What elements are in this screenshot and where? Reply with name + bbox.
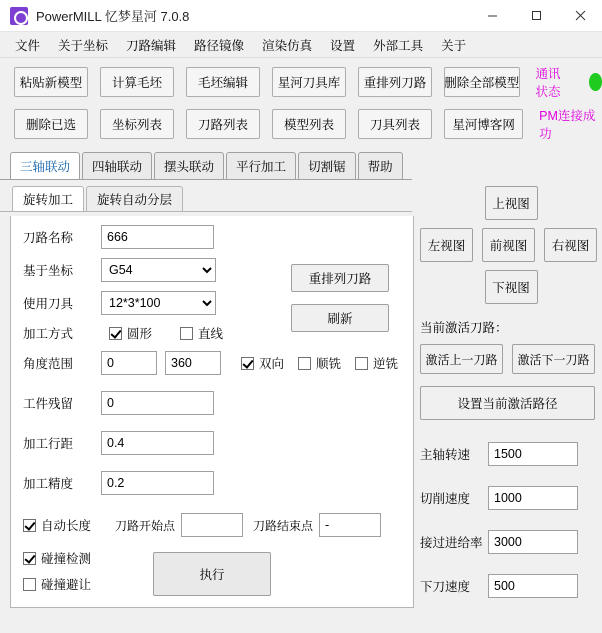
conventional-milling-label: 逆铣 <box>373 357 399 371</box>
activate-next-toolpath-button[interactable]: 激活下一刀路 <box>512 344 595 374</box>
toolpath-name-input[interactable] <box>101 225 214 249</box>
spindle-speed-input[interactable] <box>488 442 578 466</box>
tool-library-button[interactable]: 星河刀具库 <box>272 67 346 97</box>
collision-avoid-checkbox[interactable] <box>23 575 91 593</box>
menu-item-file[interactable]: 文件 <box>15 38 41 53</box>
path-start-label: 刀路开始点 <box>115 518 176 533</box>
paste-new-model-button[interactable]: 粘贴新模型 <box>14 67 88 97</box>
stepover-input[interactable] <box>101 431 214 455</box>
collision-detect-checkbox[interactable] <box>23 549 91 567</box>
residual-input[interactable] <box>101 391 214 415</box>
maximize-icon[interactable] <box>514 0 558 32</box>
plunge-speed-label: 下刀速度 <box>420 580 471 594</box>
right-view-button[interactable]: 右视图 <box>544 228 597 262</box>
mode-line-label: 直线 <box>198 327 224 341</box>
checkbox-box-icon <box>23 519 36 532</box>
checkbox-box-icon <box>109 327 122 340</box>
auto-length-row <box>11 513 413 537</box>
checkbox-box-icon <box>23 578 36 591</box>
checkbox-box-icon <box>241 357 254 370</box>
delete-all-models-button[interactable]: 删除全部模型 <box>444 67 520 97</box>
cutting-speed-label: 切削速度 <box>420 492 471 506</box>
communication-status-label: 通讯状态 <box>535 67 561 99</box>
toolpath-name-row <box>11 225 413 249</box>
auto-length-checkbox[interactable] <box>23 516 91 534</box>
stepover-label: 加工行距 <box>23 437 74 451</box>
window-controls <box>470 0 602 32</box>
collision-avoid-label: 碰撞避让 <box>41 578 92 592</box>
tool-list-button[interactable]: 刀具列表 <box>358 109 432 139</box>
menu-item-external-tools[interactable]: 外部工具 <box>373 38 424 53</box>
subtab-rotary-machining[interactable]: 旋转加工 <box>12 186 84 211</box>
front-view-button[interactable]: 前视图 <box>482 228 535 262</box>
activate-previous-toolpath-button[interactable]: 激活上一刀路 <box>420 344 503 374</box>
reorder-toolpath-button[interactable]: 重排列刀路 <box>291 264 389 292</box>
model-list-button[interactable]: 模型列表 <box>272 109 346 139</box>
window-title: PowerMILL 忆梦星河 7.0.8 <box>36 9 190 24</box>
path-end-label: 刀路结束点 <box>253 518 314 533</box>
active-toolpath-label: 当前激活刀路： <box>420 321 508 335</box>
bidirectional-label: 双向 <box>259 357 285 371</box>
plunge-speed-row <box>420 574 602 598</box>
close-icon[interactable] <box>558 0 602 32</box>
spindle-speed-label: 主轴转速 <box>420 448 471 462</box>
climb-milling-checkbox[interactable] <box>298 354 341 372</box>
mode-circle-checkbox[interactable] <box>109 324 152 342</box>
menu-item-settings[interactable]: 设置 <box>330 38 356 53</box>
tab-4axis[interactable]: 四轴联动 <box>82 152 152 179</box>
residual-row <box>11 391 413 415</box>
path-start-input[interactable] <box>181 513 243 537</box>
feed-rate-row <box>420 530 602 554</box>
status-indicator-dot <box>589 73 602 91</box>
side-views-row <box>420 228 602 262</box>
top-view-button[interactable]: 上视图 <box>485 186 538 220</box>
precision-input[interactable] <box>101 471 214 495</box>
path-end-input[interactable] <box>319 513 381 537</box>
toolbar-row-2 <box>0 100 602 142</box>
climb-milling-label: 顺铣 <box>316 357 342 371</box>
angle-end-input[interactable] <box>165 351 221 375</box>
blog-site-button[interactable]: 星河博客网 <box>444 109 523 139</box>
connection-status-label: PM连接成功 <box>539 109 596 141</box>
cutting-speed-row <box>420 486 602 510</box>
feed-rate-label: 接过进给率 <box>420 536 483 550</box>
sub-tabs <box>0 186 412 212</box>
tab-3axis[interactable]: 三轴联动 <box>10 152 80 179</box>
tool-select-label: 使用刀具 <box>23 297 74 311</box>
refresh-button[interactable]: 刷新 <box>291 304 389 332</box>
checkbox-box-icon <box>355 357 368 370</box>
tab-cutting-saw[interactable]: 切割锯 <box>298 152 356 179</box>
minimize-icon[interactable] <box>470 0 514 32</box>
menu-item-about[interactable]: 关于 <box>441 38 467 53</box>
plunge-speed-input[interactable] <box>488 574 578 598</box>
bidirectional-checkbox[interactable] <box>241 354 284 372</box>
set-active-path-button[interactable]: 设置当前激活路径 <box>420 386 595 420</box>
mode-line-checkbox[interactable] <box>180 324 223 342</box>
delete-selected-button[interactable]: 删除已选 <box>14 109 88 139</box>
edit-stock-button[interactable]: 毛坯编辑 <box>186 67 260 97</box>
menu-bar <box>0 32 602 58</box>
auto-length-label: 自动长度 <box>41 519 92 533</box>
subtab-rotary-auto-layer[interactable]: 旋转自动分层 <box>86 186 183 211</box>
feed-rate-input[interactable] <box>488 530 578 554</box>
toolpath-settings-panel <box>10 216 414 608</box>
checkbox-box-icon <box>23 552 36 565</box>
precision-label: 加工精度 <box>23 477 74 491</box>
app-logo-icon <box>10 7 28 25</box>
toolbar-row-1 <box>0 58 602 100</box>
left-view-button[interactable]: 左视图 <box>420 228 473 262</box>
base-coordinate-select[interactable] <box>101 258 216 282</box>
tab-help[interactable]: 帮助 <box>358 152 403 179</box>
menu-item-path-mirror[interactable]: 路径镜像 <box>194 38 245 53</box>
tab-swing-head[interactable]: 摆头联动 <box>154 152 224 179</box>
cutting-speed-input[interactable] <box>488 486 578 510</box>
spindle-speed-row <box>420 442 602 466</box>
machining-mode-label: 加工方式 <box>23 327 74 341</box>
execute-button[interactable]: 执行 <box>153 552 271 596</box>
reorder-toolpaths-button[interactable]: 重排列刀路 <box>358 67 432 97</box>
top-view-row <box>420 186 602 220</box>
menu-item-toolpath-edit[interactable]: 刀路编辑 <box>126 38 177 53</box>
main-tabs <box>0 152 412 180</box>
angle-range-label: 角度范围 <box>23 357 74 371</box>
residual-label: 工件残留 <box>23 397 74 411</box>
bottom-view-row <box>420 270 602 304</box>
tab-parallel-machining[interactable]: 平行加工 <box>226 152 296 179</box>
angle-range-row <box>11 351 413 375</box>
coordinate-list-button[interactable]: 坐标列表 <box>100 109 174 139</box>
active-path-buttons-row <box>420 344 602 374</box>
tool-select[interactable] <box>101 291 216 315</box>
conventional-milling-checkbox[interactable] <box>355 354 398 372</box>
toolpath-list-button[interactable]: 刀路列表 <box>186 109 260 139</box>
stepover-row <box>11 431 413 455</box>
menu-item-render-simulation[interactable]: 渲染仿真 <box>262 38 313 53</box>
toolpath-name-label: 刀路名称 <box>23 231 74 245</box>
bottom-view-button[interactable]: 下视图 <box>485 270 538 304</box>
precision-row <box>11 471 413 495</box>
checkbox-box-icon <box>180 327 193 340</box>
menu-item-coordinate[interactable]: 关于坐标 <box>58 38 109 53</box>
view-and-speed-panel <box>420 178 602 598</box>
calculate-stock-button[interactable]: 计算毛坯 <box>100 67 174 97</box>
checkbox-box-icon <box>298 357 311 370</box>
angle-start-input[interactable] <box>101 351 157 375</box>
collision-detect-label: 碰撞检测 <box>41 552 92 566</box>
base-coordinate-label: 基于坐标 <box>23 264 74 278</box>
mode-circle-label: 圆形 <box>127 327 153 341</box>
title-bar <box>0 0 602 32</box>
